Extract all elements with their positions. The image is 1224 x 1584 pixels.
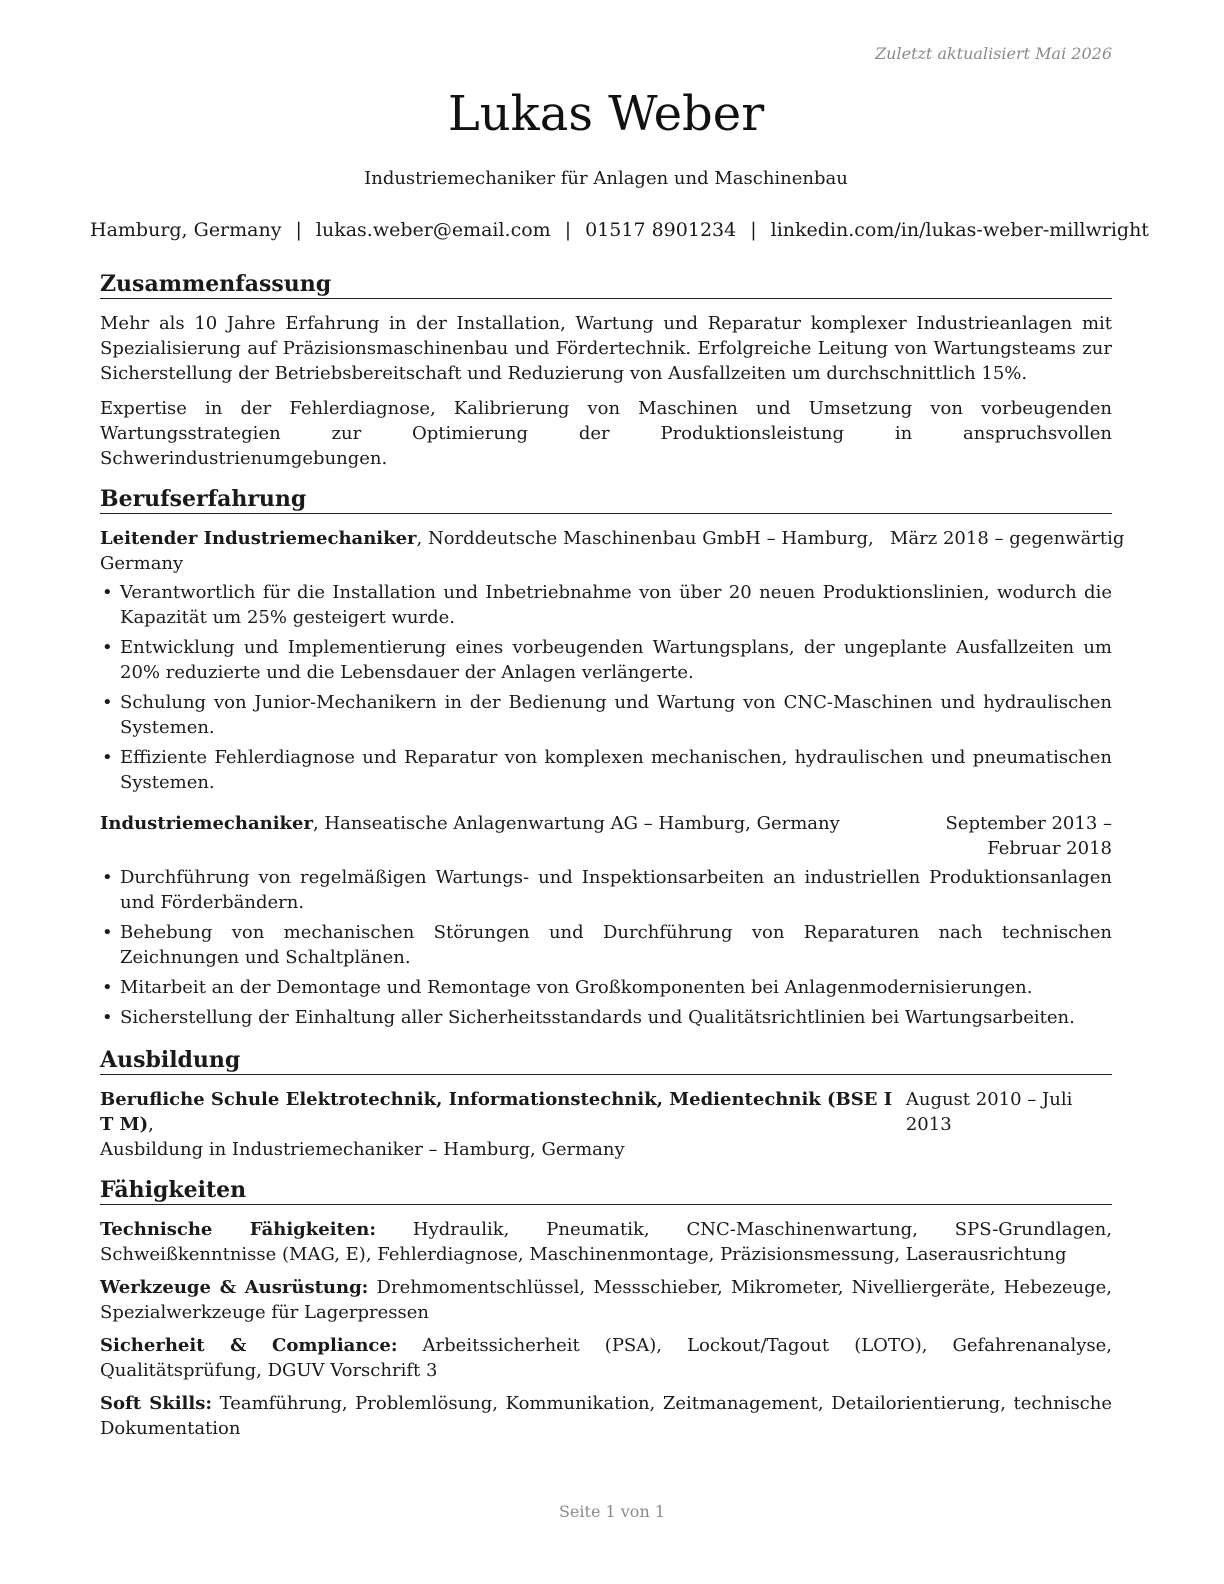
skill-label: Soft Skills:: [100, 1393, 212, 1414]
skill-label: Werkzeuge & Ausrüstung:: [100, 1277, 369, 1298]
education-school-line: [100, 1087, 906, 1137]
last-updated: Zuletzt aktualisiert Mai 2026: [875, 44, 1112, 63]
job-company: , Norddeutsche Maschinenbau GmbH – Hamburg, Germany: [100, 528, 874, 574]
list-item: • Durchführung von regelmäßigen Wartungs- und Inspektionsarbeiten an industriellen Produktionsanlagen und Förderbändern.: [100, 865, 1112, 915]
experience-section: [100, 485, 1125, 1030]
skill-value: Drehmomentschlüssel, Messschieber, Mikrometer, Nivelliergeräte, Hebezeuge, Spezialwerkzeuge für Lagerpressen: [100, 1277, 1112, 1323]
job-entry: [100, 526, 1125, 795]
education-school: Berufliche Schule Elektrotechnik, Informationstechnik, Medientechnik (BSE I T M): [100, 1089, 893, 1135]
contact-line: [90, 219, 1149, 241]
list-item: • Behebung von mechanischen Störungen und Durchführung von Reparaturen nach technischen Zeichnungen und Schaltplänen.: [100, 920, 1112, 970]
summary-paragraph: Expertise in der Fehlerdiagnose, Kalibrierung von Maschinen und Umsetzung von vorbeugenden Wartungsstrategien zur Optimierung der Produktionsleistung in anspruchsvollen Schwerindustrienumgebungen.: [100, 398, 1112, 469]
list-item: • Entwicklung und Implementierung eines vorbeugenden Wartungsplans, der ungeplante Ausfallzeiten um 20% reduzierte und die Lebensdauer der Anlagen verlängerte.: [100, 635, 1112, 685]
job-title-line: [100, 526, 890, 576]
job-role: Leitender Industriemechaniker: [100, 528, 417, 549]
section-title-summary: Zusammenfassung: [100, 270, 1112, 299]
list-item: • Schulung von Junior-Mechanikern in der Bedienung und Wartung von CNC-Maschinen und hydraulischen Systemen.: [100, 690, 1112, 740]
job-subtitle: Industriemechaniker für Anlagen und Maschinenbau: [364, 168, 848, 189]
job-entry: [100, 811, 1112, 1030]
section-title-experience: Berufserfahrung: [100, 485, 1112, 514]
skill-value: Teamführung, Problemlösung, Kommunikation, Zeitmanagement, Detailorientierung, technische Dokumentation: [100, 1393, 1113, 1439]
education-section: [100, 1046, 1112, 1162]
contact-phone[interactable]: 01517 8901234: [585, 219, 737, 241]
skill-row: [100, 1333, 1112, 1383]
skills-section: [100, 1176, 1112, 1441]
contact-email[interactable]: lukas.weber@email.com: [315, 219, 551, 241]
section-title-education: Ausbildung: [100, 1046, 1112, 1075]
list-item: • Sicherstellung der Einhaltung aller Sicherheitsstandards und Qualitätsrichtlinien bei Wartungsarbeiten.: [100, 1005, 1112, 1030]
education-header: [100, 1087, 1112, 1137]
job-header: [100, 526, 1125, 576]
candidate-name: Lukas Weber: [447, 86, 765, 142]
skill-label: Sicherheit & Compliance:: [100, 1335, 398, 1356]
contact-location: Hamburg, Germany: [90, 219, 282, 241]
summary-paragraph: Mehr als 10 Jahre Erfahrung in der Installation, Wartung und Reparatur komplexer Industrieanlagen mit Spezialisierung auf Präzisionsmaschinenbau und Fördertechnik. Erfolgreiche Leitung von Wartungsteams zur Sicherstellung der Betriebsbereitschaft und Reduzierung von Ausfallzeiten um durchschnittlich 15%.: [100, 313, 1112, 384]
job-bullets: [100, 580, 1112, 795]
contact-linkedin[interactable]: linkedin.com/in/lukas-weber-millwright: [770, 219, 1149, 241]
skill-value: Hydraulik, Pneumatik, CNC-Maschinenwartung, SPS-Grundlagen, Schweißkenntnisse (MAG, E), Fehlerdiagnose, Maschinenmontage, Präzisionsmessung, Laserausrichtung: [100, 1219, 1112, 1265]
education-dates: August 2010 – Juli 2013: [905, 1089, 1073, 1135]
skill-value: Arbeitssicherheit (PSA), Lockout/Tagout (LOTO), Gefahrenanalyse, Qualitätsprüfung, DGUV Vorschrift 3: [100, 1335, 1112, 1381]
summary-section: [100, 270, 1112, 471]
list-item: • Effiziente Fehlerdiagnose und Reparatur von komplexen mechanischen, hydraulischen und pneumatischen Systemen.: [100, 745, 1112, 795]
job-title-line: [100, 811, 860, 836]
list-item: • Verantwortlich für die Installation und Inbetriebnahme von über 20 neuen Produktionslinien, wodurch die Kapazität um 25% gesteigert wurde.: [100, 580, 1112, 630]
contact-separator: |: [750, 219, 757, 241]
skill-label: Technische Fähigkeiten:: [100, 1219, 377, 1240]
skill-row: [100, 1217, 1112, 1267]
education-comma: ,: [148, 1114, 154, 1135]
job-header: [100, 811, 1112, 861]
job-dates: März 2018 – gegenwärtig: [890, 528, 1125, 549]
skill-row: [100, 1275, 1112, 1325]
job-company: , Hanseatische Anlagenwartung AG – Hamburg, Germany: [312, 813, 840, 834]
page-number: Seite 1 von 1: [558, 1502, 666, 1521]
contact-separator: |: [295, 219, 302, 241]
job-bullets: [100, 865, 1112, 1030]
contact-separator: |: [564, 219, 572, 241]
job-role: Industriemechaniker: [100, 813, 313, 834]
resume-content: [100, 270, 1125, 1455]
list-item: • Mitarbeit an der Demontage und Remontage von Großkomponenten bei Anlagenmodernisierungen.: [100, 975, 1112, 1000]
skill-row: [100, 1391, 1112, 1441]
job-dates: September 2013 – Februar 2018: [945, 813, 1112, 859]
section-title-skills: Fähigkeiten: [100, 1176, 1112, 1205]
education-detail: Ausbildung in Industriemechaniker – Hamburg, Germany: [100, 1139, 625, 1160]
